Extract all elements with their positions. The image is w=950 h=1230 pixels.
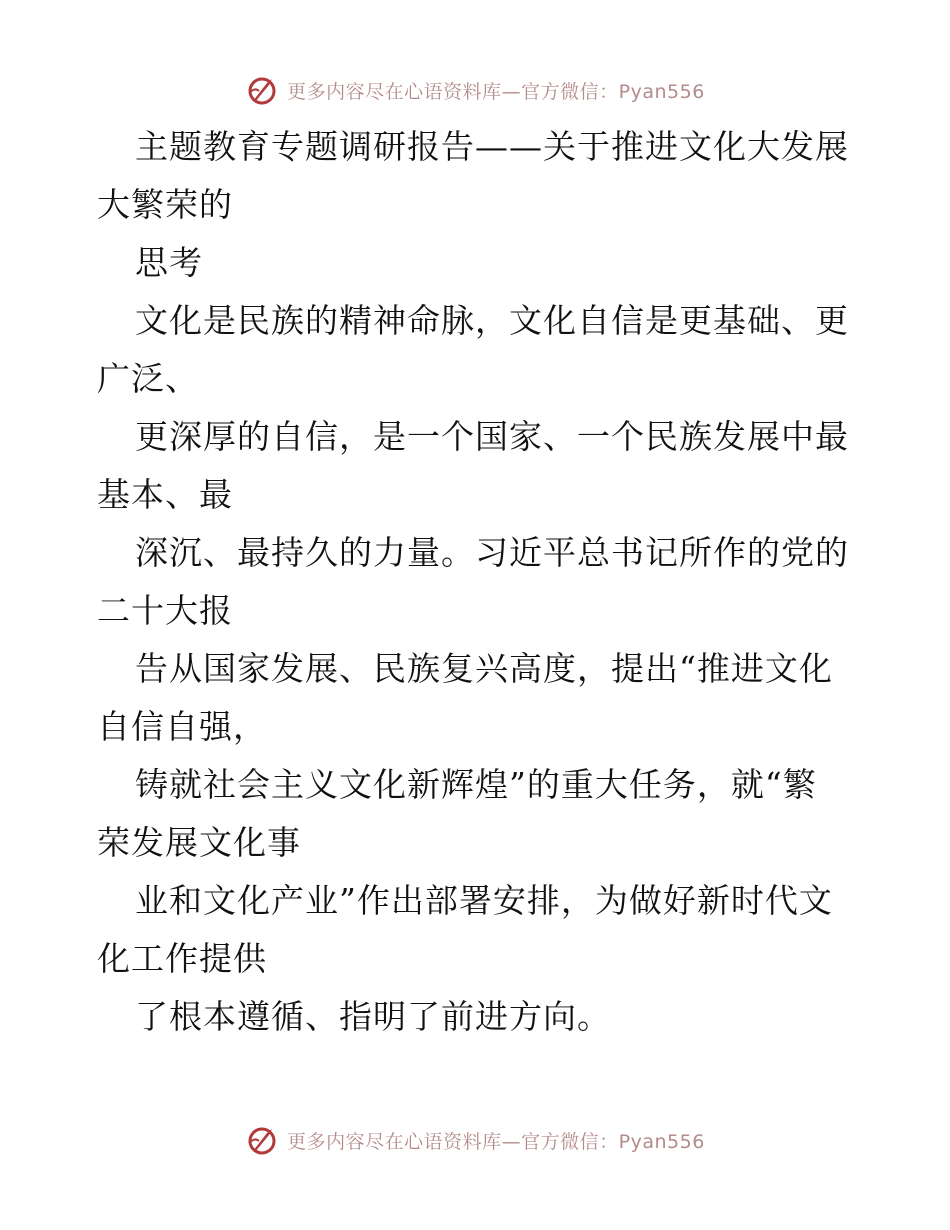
text-line: 深沉、最持久的力量。习近平总书记所作的党的 [135,533,849,572]
document-body [97,118,857,1046]
quill-pen-seal-icon [245,73,279,107]
quill-pen-seal-icon [245,1123,279,1157]
text-line: 思考 [135,243,203,282]
text-line: 文化是民族的精神命脉，文化自信是更基础、更 [135,301,849,340]
text-line: 化工作提供 [97,939,267,978]
text-line: 告从国家发展、民族复兴高度，提出“推进文化 [135,649,833,688]
text-line: 基本、最 [97,475,233,514]
text-line: 铸就社会主义文化新辉煌”的重大任务，就“繁 [135,765,817,804]
header-banner [0,70,950,110]
text-line: 自信自强， [97,707,267,746]
text-line: 广泛、 [97,359,199,398]
text-line: 大繁荣的 [97,185,233,224]
text-line: 主题教育专题调研报告——关于推进文化大发展 [135,127,849,166]
text-line: 了根本遵循、指明了前进方向。 [135,997,611,1036]
header-banner-text: 更多内容尽在心语资料库—官方微信：Pyan556 [287,80,705,103]
footer-banner-text: 更多内容尽在心语资料库—官方微信：Pyan556 [287,1130,705,1153]
footer-banner [0,1120,950,1160]
text-line: 荣发展文化事 [97,823,301,862]
text-line: 二十大报 [97,591,233,630]
text-line: 更深厚的自信，是一个国家、一个民族发展中最 [135,417,849,456]
text-line: 业和文化产业”作出部署安排，为做好新时代文 [135,881,833,920]
